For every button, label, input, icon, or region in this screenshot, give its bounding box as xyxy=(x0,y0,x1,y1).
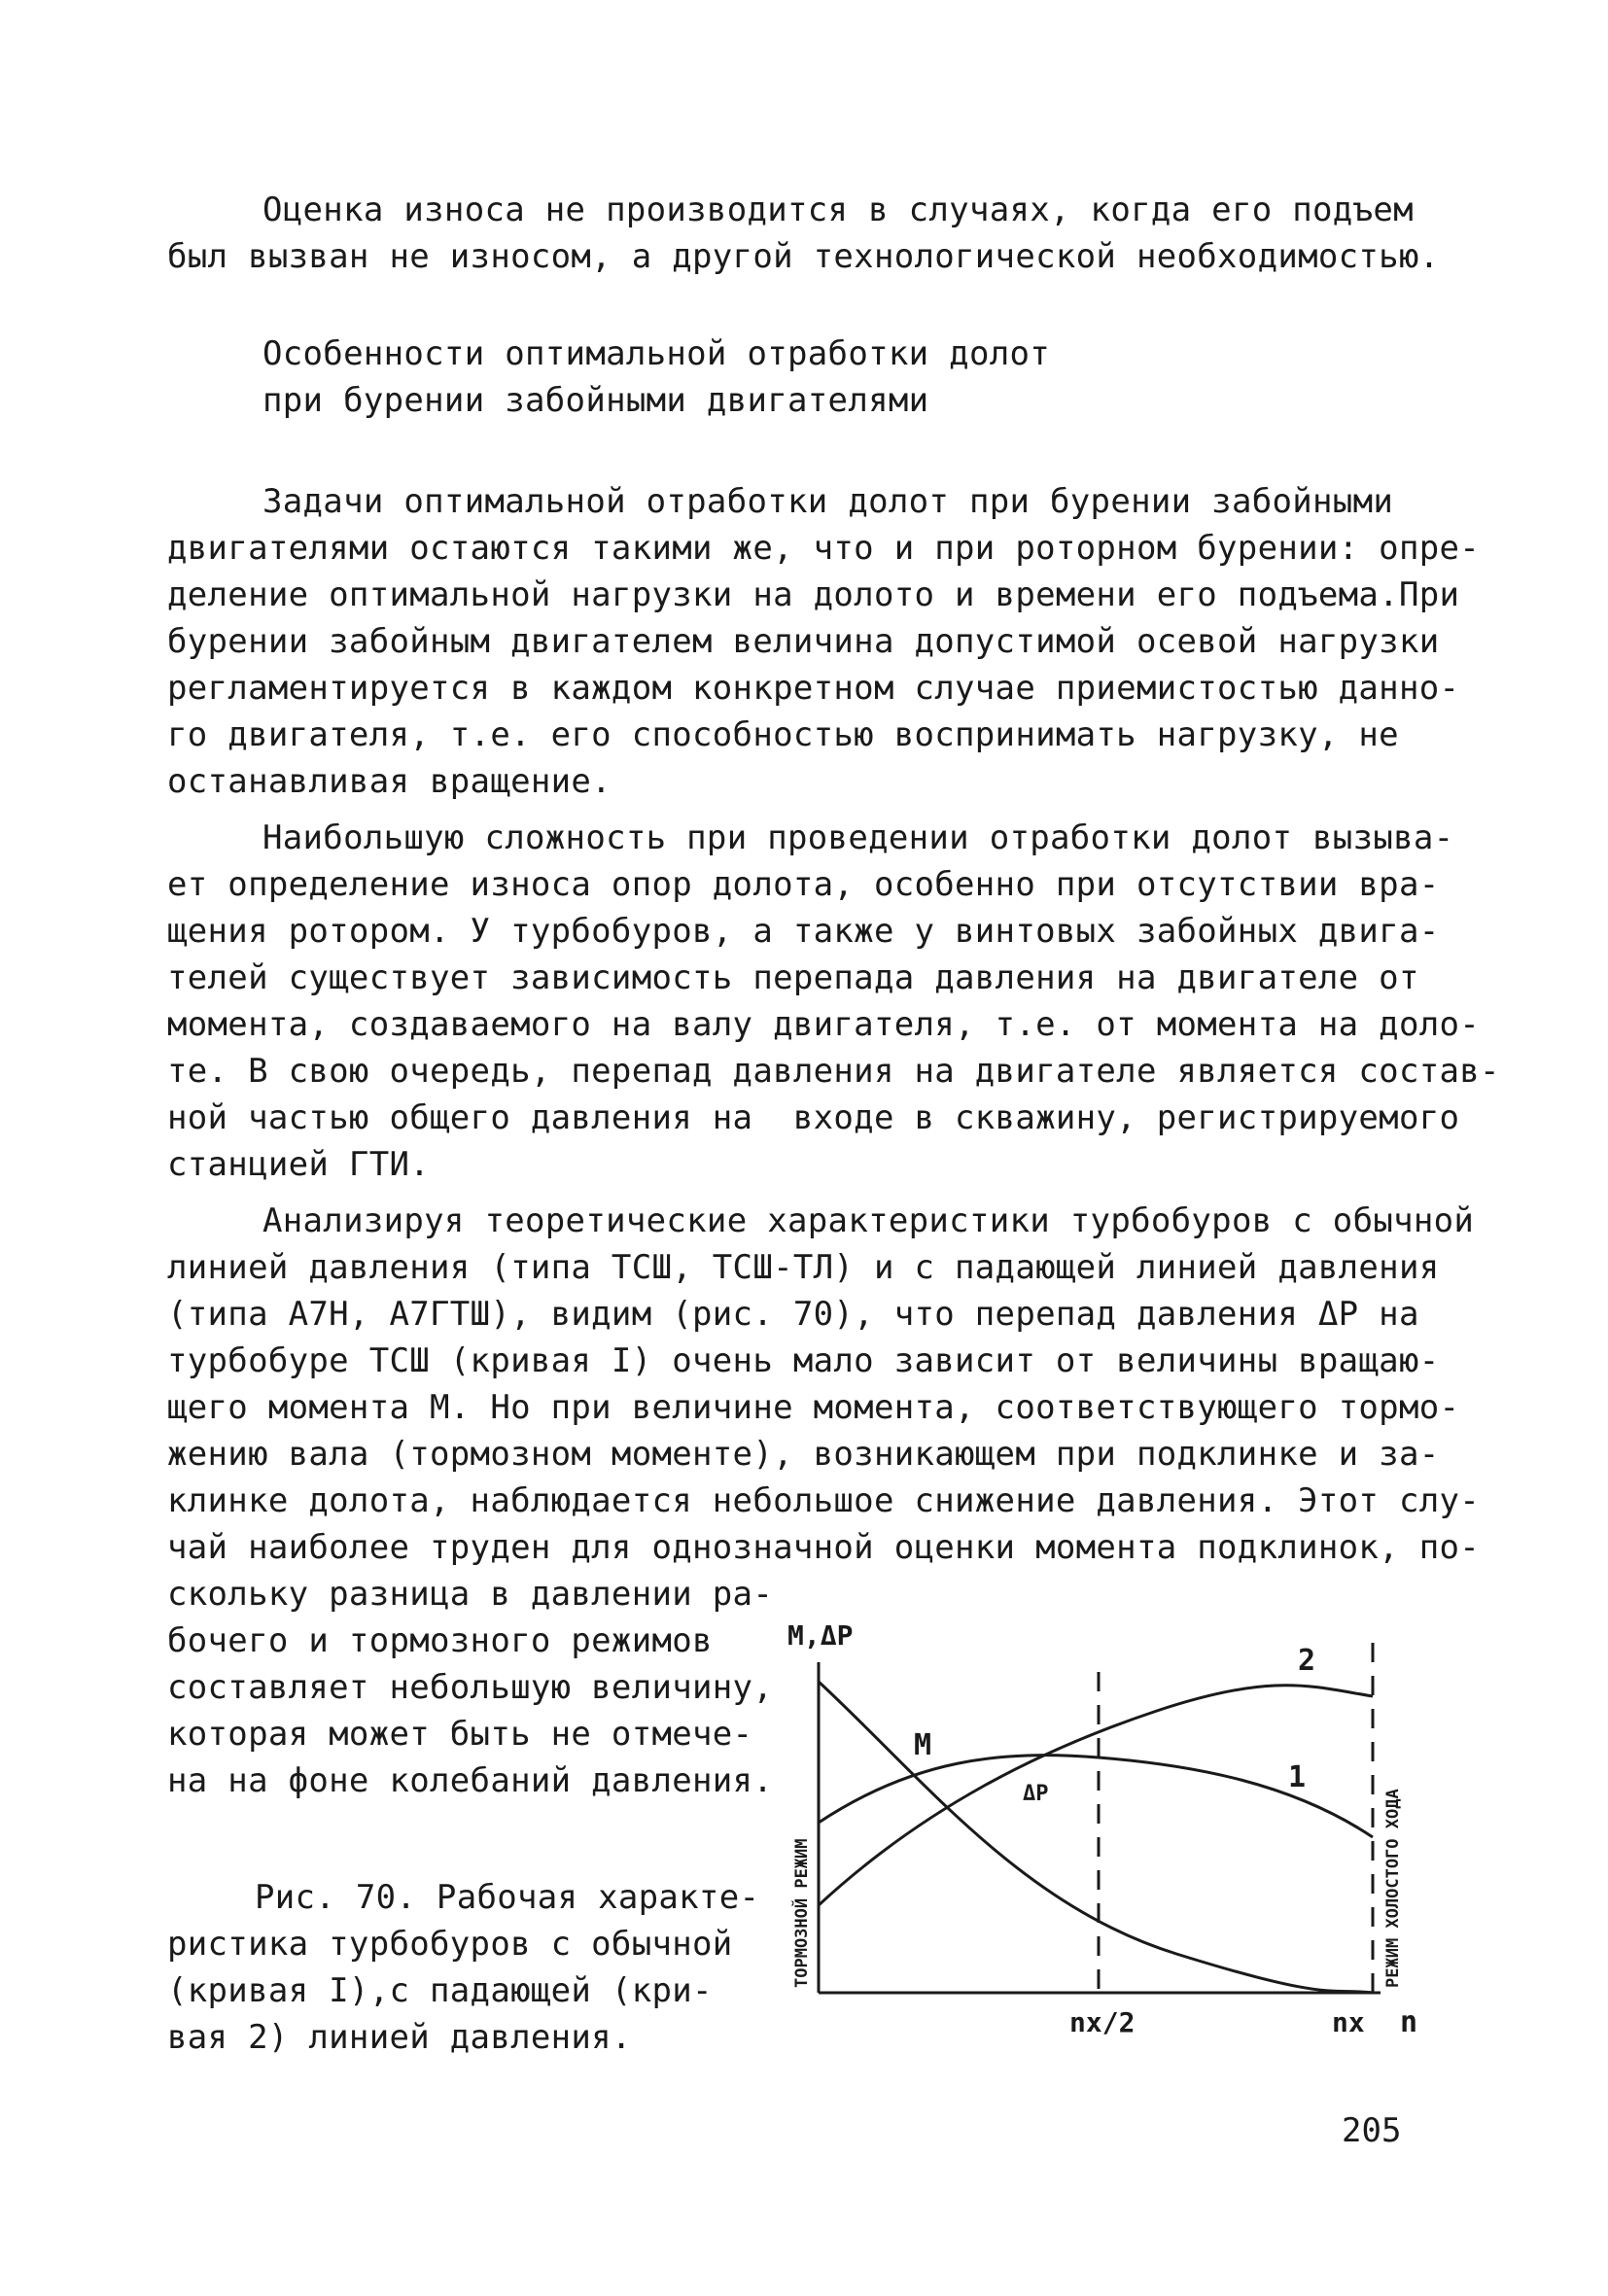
p3-line-5: щего момента М. Но при величине момента, соответствующего тормо- xyxy=(167,1388,1460,1427)
p2-line-2: ет определение износа опор долота, особенно при отсутствии вра- xyxy=(167,865,1440,904)
p1-line-7: останавливая вращение. xyxy=(167,762,612,801)
p3-line-12: которая может быть не отмече- xyxy=(167,1715,753,1754)
p3-line-4: турбобуре ТСШ (кривая I) очень мало зависит от величины вращаю- xyxy=(167,1341,1440,1380)
section-heading-line-1: Особенности оптимальной отработки долот xyxy=(262,334,1051,373)
intro-line-2: был вызван не износом, а другой технологической необходимостью. xyxy=(167,237,1440,276)
p2-line-7: ной частью общего давления на входе в скважину, регистрируемого xyxy=(167,1098,1460,1137)
p3-line-9: скольку разница в давлении ра- xyxy=(167,1575,774,1614)
section-heading-line-2: при бурении забойными двигателями xyxy=(262,381,929,420)
y-axis-label: M,ΔP xyxy=(787,1619,854,1652)
p3-line-1: Анализируя теоретические характеристики турбобуров с обычной xyxy=(262,1201,1475,1240)
curve-dp-label: ΔP xyxy=(1023,1782,1049,1806)
caption-line-3: (кривая I),с падающей (кри- xyxy=(167,1971,713,2010)
p1-line-3: деление оптимальной нагрузки на долото и времени его подъема.При xyxy=(167,575,1460,614)
figure-svg xyxy=(749,1614,1449,2041)
p3-line-10: бочего и тормозного режимов xyxy=(167,1621,713,1660)
p1-line-2: двигателями остаются такими же, что и при роторном бурении: опре- xyxy=(167,529,1481,568)
caption-line-2: ристика турбобуров с обычной xyxy=(167,1925,733,1964)
p3-line-8: чай наиболее труден для однозначной оценки момента подклинок, по- xyxy=(167,1528,1481,1567)
figure-turbodrill-characteristics xyxy=(749,1614,1449,2041)
x-axis-label: n xyxy=(1400,2005,1418,2039)
p1-line-4: бурении забойным двигателем величина допустимой осевой нагрузки xyxy=(167,622,1440,661)
p2-line-8: станцией ГТИ. xyxy=(167,1145,431,1184)
p2-line-4: телей существует зависимость перепада давления на двигателе от xyxy=(167,958,1419,997)
brake-mode-label: ТОРМОЗНОЙ РЕЖИМ xyxy=(792,1838,812,1988)
p3-line-13: на на фоне колебаний давления. xyxy=(167,1761,774,1800)
intro-line-1: Оценка износа не производится в случаях, когда его подъем xyxy=(262,191,1414,229)
p3-line-6: жению вала (тормозном моменте), возникающем при подклинке и за- xyxy=(167,1435,1440,1474)
p1-line-5: регламентируется в каждом конкретном случае приемистостью данно- xyxy=(167,669,1460,708)
p3-line-7: клинке долота, наблюдается небольшое снижение давления. Этот слу- xyxy=(167,1481,1481,1520)
p1-line-6: го двигателя, т.е. его способностью воспринимать нагрузку, не xyxy=(167,715,1399,754)
p3-line-11: составляет небольшую величину, xyxy=(167,1668,774,1707)
p3-line-3: (типа А7Н, А7ГТШ), видим (рис. 70), что перепад давления ΔР на xyxy=(167,1295,1419,1334)
curve-m-label: M xyxy=(914,1728,932,1762)
page-number: 205 xyxy=(1342,2111,1402,2150)
p3-line-2: линией давления (типа ТСШ, ТСШ-ТЛ) и с падающей линией давления xyxy=(167,1248,1440,1287)
caption-line-1: Рис. 70. Рабочая характе- xyxy=(255,1878,760,1917)
idle-mode-label: РЕЖИМ ХОЛОСТОГО ХОДА xyxy=(1383,1789,1403,1988)
p2-line-1: Наибольшую сложность при проведении отработки долот вызыва- xyxy=(262,818,1454,857)
p2-line-5: момента, создаваемого на валу двигателя, т.е. от момента на доло- xyxy=(167,1005,1481,1044)
p2-line-3: щения ротором. У турбобуров, а также у винтовых забойных двига- xyxy=(167,912,1440,951)
p2-line-6: те. В свою очередь, перепад давления на двигателе является состав- xyxy=(167,1052,1500,1091)
caption-line-4: вая 2) линией давления. xyxy=(167,2018,632,2057)
p1-line-1: Задачи оптимальной отработки долот при бурении забойными xyxy=(262,482,1394,521)
tick-half-label: nx/2 xyxy=(1069,2006,1136,2038)
tick-full-label: nx xyxy=(1332,2006,1365,2038)
curve-1-label: 1 xyxy=(1288,1760,1307,1794)
curve-2-label: 2 xyxy=(1298,1644,1316,1678)
